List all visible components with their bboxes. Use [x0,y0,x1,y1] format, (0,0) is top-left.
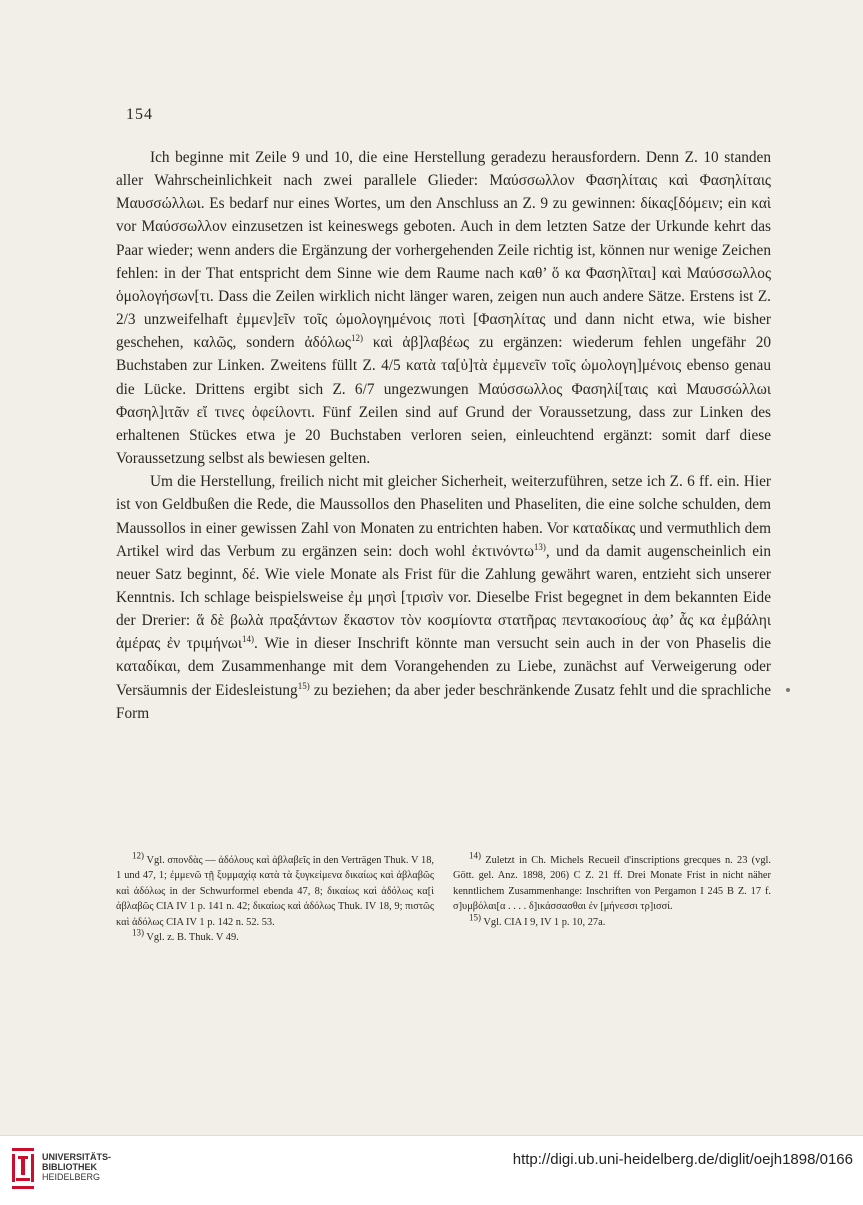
footnote-text: Vgl. z. B. Thuk. V 49. [144,932,239,944]
footnote [116,927,434,945]
footnote-number: 12) [132,850,144,861]
footnotes-right-column [453,850,771,945]
footnote [453,850,771,915]
footnotes [116,850,771,945]
library-name[interactable] [42,1152,111,1182]
library-name-line-1: UNIVERSITÄTS- [42,1152,112,1162]
paragraph [116,470,771,725]
footnote-text: Vgl. σπονδὰς — ἀδόλους καὶ ἀβλαβεῖς in den Verträgen Thuk. V 18, 1 und 47, 1; ἐμμενῶ τῇ ξυμμαχίᾳ κατὰ τὰ ξυγκείμενα δικαίως καὶ ἀβλαβῶς καὶ ἀδόλως in der Schwurformel ebenda 47, 8; δικαίως καὶ ἀδόλως κα[ὶ ἀβλαβῶς CIA IV 1 p. 141 n. 42; δικαίως καὶ ἀδόλως Thuk. IV 18, 9; πιστῶς καὶ ἀδόλως CIA IV 1 p. 142 n. 52. 53. [116,855,434,928]
library-name-line-2: BIBLIOTHEK [42,1162,97,1172]
footnote-text: Vgl. CIA I 9, IV 1 p. 10, 27a. [481,916,606,928]
footnote-ref: 13) [533,541,546,552]
paragraph-text: Ich beginne mit Zeile 9 und 10, die eine Herstellung geradezu herausfordern. Denn Z. 10 standen aller Wahrscheinlichkeit nach zwei parallele Glieder: Μαύσσωλλον Φασηλίταις καὶ Φασηλίταις Μαυσσώλλωι. Es bedarf nur eines Wortes, um den Anschluss an Z. 9 zu gewinnen: δίκας[δόμειν; ein καὶ vor Μαύσσωλλον einzusetzen ist keineswegs geboten. Auch in dem letzten Satze der Urkunde kehrt das Paar wieder; wenn anders die Ergänzung der vorhergehenden Zeile richtig ist, können nur wenige Zeichen fehlen: in der That entspricht dem Sinne wie dem Raume nach καθ’ ὅ κα Φασηλῖται] καὶ Μαύσσωλλος ὁμολογήσων[τι. Dass die Zeilen wirklich nicht länger waren, zeigen nun auch andere Sätze. Erstens ist Z. 2/3 unzweifelhaft ἐμμεν]εῖν τοῖς ὡμολογημένοις ποτὶ [Φασηλίτας und dann nicht etwa, wie bisher geschehen, καλῶς, sondern ἀδόλως [116,149,771,352]
document-url[interactable]: http://digi.ub.uni-heidelberg.de/diglit/oejh1898/0166 [512,1151,853,1168]
footnote-ref: 14) [241,634,254,645]
paragraph-text: zu beziehen; da aber jeder beschränkende Zusatz fehlt und die sprachliche Form [116,681,771,722]
paragraph [116,146,771,470]
footnote-ref: 12) [350,333,363,344]
footnote-number: 15) [469,912,481,923]
library-name-line-3: HEIDELBERG [42,1172,101,1182]
footnote [453,912,771,930]
footnote-ref: 15) [297,680,310,691]
paragraph-text: Um die Herstellung, freilich nicht mit gleicher Sicherheit, weiterzuführen, setze ich Z. 6 ff. ein. Hier ist von Geldbußen die Rede, die Maussollos den Phaseliten und Phaseliten, die eine solche schulden, dem Maussollos in einer gewissen Zahl von Monaten zu entrichten haben. Vor καταδίκας und vermuthlich dem Artikel wird das Verbum zu ergänzen sein: doch wohl ἐκτινόντω [116,473,771,560]
page-number: 154 [126,106,153,123]
footnote-number: 13) [132,927,144,938]
body-text [116,146,771,725]
viewer-footer [0,1135,863,1205]
footnote-number: 14) [469,850,481,861]
margin-mark [786,688,790,692]
footnotes-left-column [116,850,434,945]
library-logo-icon[interactable] [10,1146,36,1192]
paragraph-text: . Wie in dieser Inschrift könnte man versucht sein auch in der von Phaselis die καταδίκαι, dem Zusammenhange mit dem Vorangehenden zu Liebe, zunächst auf Verweigerung oder Versäumnis der Eidesleistung [116,635,772,699]
footnote-text: Zuletzt in Ch. Michels Recueil d'inscriptions grecques n. 23 (vgl. Gött. gel. Anz. 1898, 206) C Z. 21 ff. Drei Monate Frist in nicht näher kenntlichem Zusammenhange: Inschriften von Pergamon I 245 B Z. 17 f. σ]υμβόλαι[α . . . . δ]ικάσσασθαι ἐν [μήνεσσι τρ]ισσί. [453,855,771,913]
footnote [116,850,434,930]
paragraph-text: , und da damit augenscheinlich ein neuer Satz beginnt, δέ. Wie viele Monate als Frist für die Zahlung gewährt waren, entzieht sich unserer Kenntnis. Ich schlage beispielsweise ἐμ μησὶ [τρισὶν vor. Dieselbe Frist begegnet in dem bekannten Eide der Drerier: ἅ δὲ βωλὰ πραξάντων ἕκαστον τὸν κοσμίοντα στατῆρας πεντακοσίους ἀφ’ ἇς κα ἐμβάληι ἀμέρας ἐν τριμήνωι [116,542,771,653]
paragraph-text: καὶ ἀβ]λαβέως zu ergänzen: wiederum fehlen ungefähr 20 Buchstaben zur Linken. Zweitens füllt Z. 4/5 κατὰ τα[ὐ]τὰ ἐμμενεῖν τοῖς ὡμολογη]μένοις ebenso genau die Lücke. Drittens ergibt sich Z. 6/7 ungezwungen Μαύσσωλλος Φασηλί[ταις καὶ Μαυσσώλλωι Φασηλ]ιτᾶν εἴ τινες ὀφείλοντι. Fünf Zeilen sind auf Grund der Voraussetzung, dass zur Linken des erhaltenen Stückes etwa je 20 Buchstaben verloren seien, einleuchtend ergänzt: somit darf diese Voraussetzung selbst als bewiesen gelten. [116,334,771,468]
